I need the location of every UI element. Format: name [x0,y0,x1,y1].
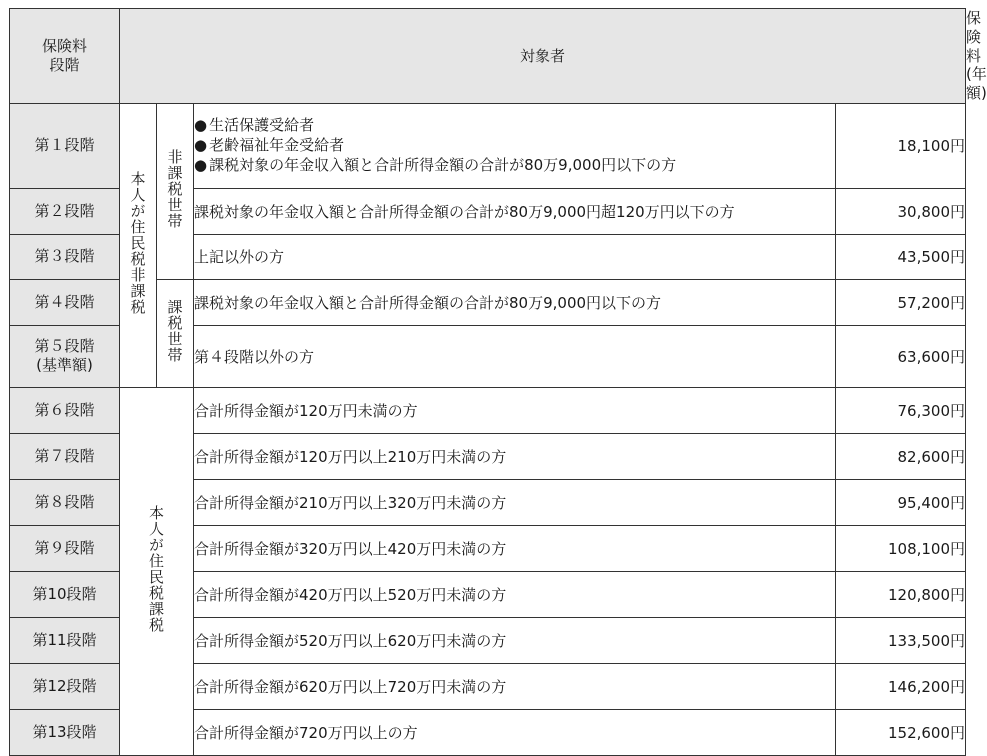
description-cell: 合計所得金額が120万円未満の方 [194,387,836,433]
description-cell: 合計所得金額が120万円以上210万円未満の方 [194,433,836,479]
description-cell: 合計所得金額が520万円以上620万円未満の方 [194,617,836,663]
header-row: 保険料 段階 対象者 保険料 (年額) [10,9,966,104]
amount-cell: 133,500円 [836,617,966,663]
description-cell: 合計所得金額が720万円以上の方 [194,709,836,755]
taxable-household-group: 課税世帯 [157,279,194,387]
stage-cell: 第13段階 [10,709,120,755]
amount-cell: 57,200円 [836,279,966,325]
stage-cell: 第８段階 [10,479,120,525]
list-item: ● 生活保護受給者 [194,116,835,136]
stage-header: 保険料 段階 [10,9,120,104]
description-cell: 合計所得金額が320万円以上420万円未満の方 [194,525,836,571]
amount-cell: 18,100円 [836,103,966,188]
description-cell: 合計所得金額が420万円以上520万円未満の方 [194,571,836,617]
stage-cell: 第２段階 [10,188,120,234]
stage-cell: 第12段階 [10,663,120,709]
premium-table [9,8,987,756]
amount-cell: 63,600円 [836,325,966,387]
stage-cell: 第11段階 [10,617,120,663]
stage-cell: 第４段階 [10,279,120,325]
amount-cell: 30,800円 [836,188,966,234]
amount-cell: 82,600円 [836,433,966,479]
list-item: ● 課税対象の年金収入額と合計所得金額の合計が80万9,000円以下の方 [194,156,835,176]
non-taxable-person-group: 本人が住民税非課税 [120,103,157,387]
amount-cell: 108,100円 [836,525,966,571]
description-cell: 上記以外の方 [194,234,836,279]
amount-cell: 76,300円 [836,387,966,433]
taxable-person-group: 本人が住民税課税 [120,387,194,755]
amount-cell: 43,500円 [836,234,966,279]
description-cell: 第４段階以外の方 [194,325,836,387]
stage-cell: 第７段階 [10,433,120,479]
list-item: ● 老齢福祉年金受給者 [194,136,835,156]
stage-cell: 第５段階 (基準額) [10,325,120,387]
amount-cell: 95,400円 [836,479,966,525]
description-cell: 合計所得金額が210万円以上320万円未満の方 [194,479,836,525]
amount-cell: 146,200円 [836,663,966,709]
stage-cell: 第10段階 [10,571,120,617]
stage-cell: 第３段階 [10,234,120,279]
stage-cell: 第１段階 [10,103,120,188]
description-cell: 合計所得金額が620万円以上720万円未満の方 [194,663,836,709]
amount-cell: 152,600円 [836,709,966,755]
description-cell: 課税対象の年金収入額と合計所得金額の合計が80万9,000円超120万円以下の方 [194,188,836,234]
non-taxable-household-group: 非課税世帯 [157,103,194,279]
stage-cell: 第６段階 [10,387,120,433]
target-header: 対象者 [120,9,966,104]
stage-cell: 第９段階 [10,525,120,571]
bullet-list [194,116,835,175]
table-row [10,387,966,433]
description-cell [194,103,836,188]
description-cell: 課税対象の年金収入額と合計所得金額の合計が80万9,000円以下の方 [194,279,836,325]
amount-cell: 120,800円 [836,571,966,617]
table-row [10,103,966,188]
